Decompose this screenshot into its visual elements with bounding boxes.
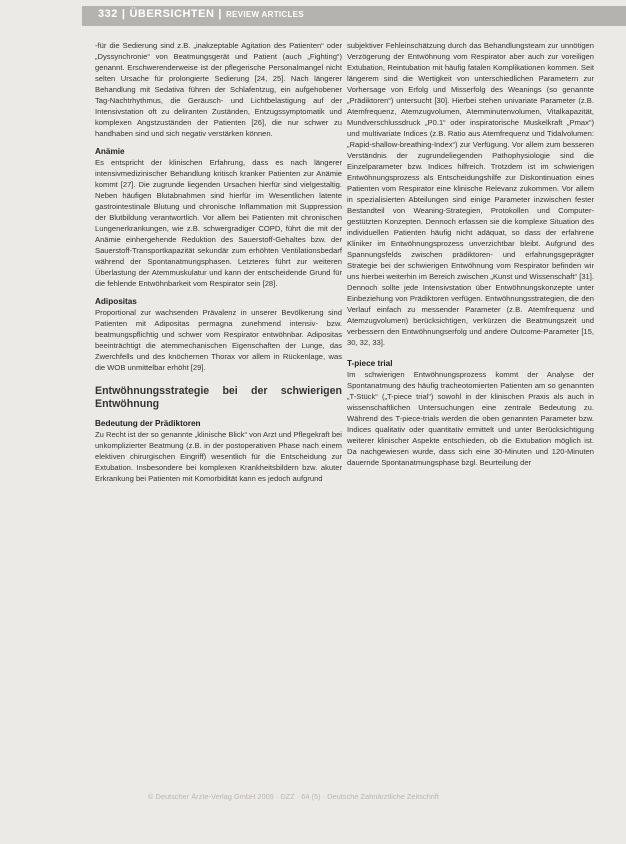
paragraph: Es entspricht der klinischen Erfahrung, dass es nach längerer intensivmedizinischer Behandlung kritisch kranker Patienten zur Anämie kommt [27]. Die zugrunde liegenden Ursachen hierfür sind vielgestaltig. Neben häufigen Blutabnahmen sind hierfür im Wesentlichen latente gastrointestinale Blutung und chronische Inflammation mit Suppression der Blutbildung verantwortlich. Vor allem bei Patienten mit chronischen Lungenerkrankungen, wie z.B. schwergradiger COPD, führt die mit der Anämie einhergehende Reduktion des Sauerstoff-Gehaltes bzw. der Sauerstoff-Transportkapazität sekundär zum erhöhten Ventilationsbedarf während der Spontanatmungsphasen. Letzteres führt zur weiteren Überlastung der Atemmuskulatur und kann der entscheidende Grund für die fehlende Entwöhnbarkeit vom Respirator sein [28]. <box>95 158 342 288</box>
paragraph: Proportional zur wachsenden Prävalenz in unserer Bevölkerung sind Patienten mit Adipositas permagna zunehmend intensiv- bzw. beatmungspflichtig und schwer vom Respirator entwöhnbar. Adipositas beeinträchtigt die atemmechanischen Eigenschaften der Lunge, das Zwerchfells und des knöchernen Thorax vor allem in Rückenlage, was die WOB unmittelbar erhöht [29]. <box>95 308 342 372</box>
page-number: 332 <box>98 8 118 20</box>
running-header <box>98 8 304 24</box>
subheading-praediktoren: Bedeutung der Prädiktoren <box>95 419 201 428</box>
subheading-adipositas: Adipositas <box>95 297 137 306</box>
paragraph: Im schwierigen Entwöhnungsprozess kommt der Analyse der Spontanatmung des häufig tracheotomierten Patienten am so genannten „T-Stück“ („T-piece trial“) sowohl in der klinischen Praxis als auch in wissenschaftlichen Untersuchungen eine zentrale Bedeutung zu. Während des T-piece-trials werden die oben genannten Parameter bzw. Indices qualitativ oder quantitativ ermittelt und unter Berücksichtigung weiterer klinischer Aspekte entschieden, ob die Extubation möglich ist. Da nachgewiesen wurde, dass sich eine 30-Minuten und 120-Minuten dauernde Spontanatmungsphase bzgl. Beurteilung der <box>347 370 594 467</box>
paragraph: Zu Recht ist der so genannte „klinische Blick“ von Arzt und Pflegekraft bei unkomplizierter Beatmung (z.B. in der postoperativen Phase nach einem elektiven chirurgischen Eingriff) wesentlich für die Entscheidung zur Extubation. Insbesondere bei komplexen Krankheitsbildern bzw. akuter Erkrankung bei Patienten mit Komorbidität kann es jedoch aufgrund <box>95 430 342 483</box>
subheading-anaemie: Anämie <box>95 147 125 156</box>
header-separator: | <box>121 8 126 20</box>
section-title: ÜBERSICHTEN <box>129 8 215 20</box>
header-separator-2: | <box>218 8 222 20</box>
section-subtitle: REVIEW ARTICLES <box>225 10 304 19</box>
right-column <box>347 40 594 468</box>
left-column <box>95 40 342 484</box>
section-heading-strategy: Entwöhnungsstrategie bei der schwierigen Entwöhnung <box>95 385 342 410</box>
paragraph: -für die Sedierung sind z.B. „inakzeptable Agitation des Patienten“ oder „Dyssynchronie“ von Beatmungsgerät und Patient (auch „Fighting“) genannt. Erschwerenderweise ist der pflegerische Personalmangel nicht selten Ursache für prolongierte Sedierung [24, 25]. Nach längerer Behandlung mit Sedativa führen der Schlafentzug, ein aufgehobener Tag-Nachtrhythmus, die Geräusch- und Lichtbelastigung auf der Intensivstation oft zu deliranten Zuständen, Entzugssymptomatik und komplexen Angstzuständen der Patienten [26], die nur schwer zu handhaben sind und sich negativ verstärken können. <box>95 41 342 138</box>
paragraph: subjektiver Fehleinschätzung durch das Behandlungsteam zur unnötigen Verzögerung der Entwöhnung vom Respirator aber auch zur voreiligen Extubation, Reintubation mit häufig fatalen Komplikationen kommen. Seit längerem sind die Wertigkeit von unterschiedlichen Parametern zur Vorhersage von Erfolg und Misserfolg des Weanings (so genannte „Prädiktoren“) untersucht [30]. Hierbei stehen univariate Parameter (z.B. Atemfrequenz, Atemzugvolumen, Atemminutenvolumen, Vitalkapazität, Mundverschlussdruck „P0.1“ oder inspiratorische Muskelkraft „Pmax“) und multivariate Indices (z.B. Ratio aus Atemfrequenz und Tidalvolumen: „Rapid-shallow-breathing-Index“) zur Verfügung. Vor allem zum besseren Verständnis der zugrundeliegenden Pathophysiologie sind die Einzelparameter bzw. Indices hilfreich. Trotzdem ist im schwierigen Entwöhnungsprozess als Entscheidungshilfe zur Diskontinuation eines Patienten vom Respirator eine klinische Relevanz zukommen. Vor allem in spezialisierten Abteilungen sind einige Parameter inzwischen fester Bestandteil von Weaning-Strategien, Protokollen und Computer-gestützten Konzepten. Dennoch erfassen sie die komplexe Situation des individuellen Patienten häufig nicht adäquat, so dass der erfahrene Kliniker im Entwöhnungsprozess unverzichtbar bleibt. Aufgrund des Spannungsfelds zwischen prädiktoren- und erfahrungsgeprägter Strategie bei der schwierigen Entwöhnung vom Respirator befinden wir uns hierbei weiterhin im Bereich zwischen „Kunst und Wissenschaft“ [31]. Dennoch sollte jede Intensivstation über Entwöhnungskonzepte unter Einbeziehung von Prädiktoren verfügen. Entwöhnungsstrategien, die den Verlauf einfach zu messender Parameter (z.B. Atemfrequenz und Atemzugvolumen) berücksichtigen, verkürzen die Beatmungszeit und verbessern den Entwöhnungserfolg und andere Outcome-Parameter [15, 30, 32, 33]. <box>347 41 594 347</box>
subheading-tpiece: T-piece trial <box>347 359 393 368</box>
page-footer: © Deutscher Ärzte-Verlag GmbH 2009 · DZZ · 64 (5) · Deutsche Zahnärztliche Zeitschrift <box>148 792 439 801</box>
